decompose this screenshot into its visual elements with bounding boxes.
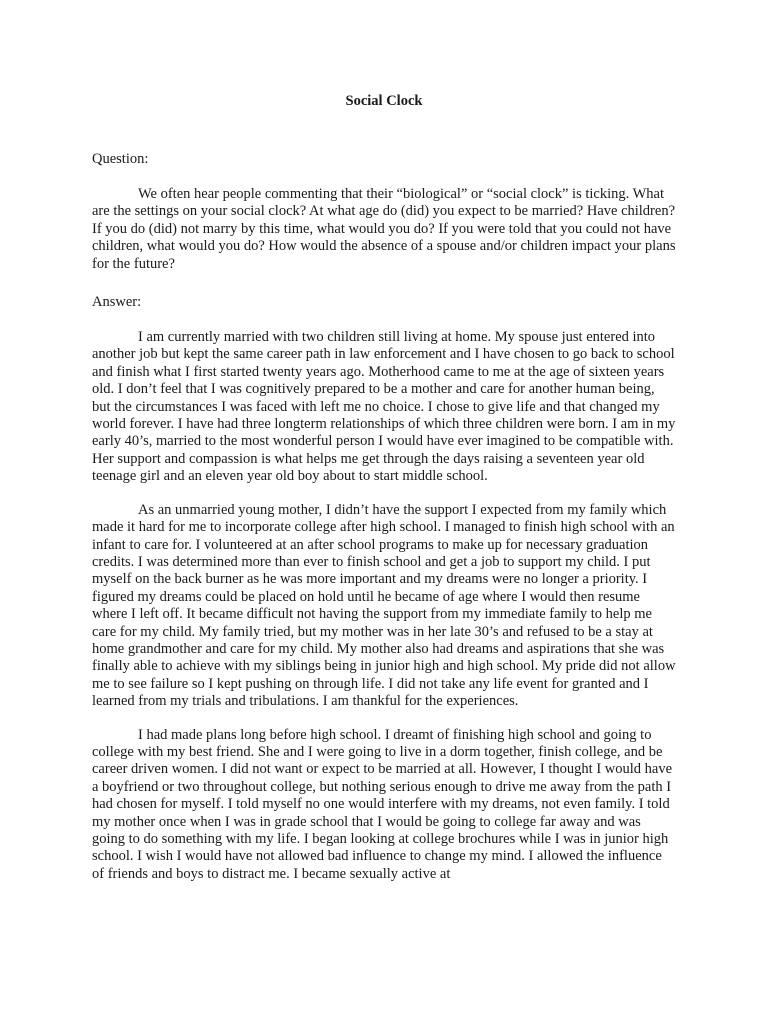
document-page [92,92,676,899]
answer-paragraph-3: I had made plans long before high school. I dreamt of finishing high school and going to college with my best friend. She and I were going to live in a dorm together, finish college, and be career driven women. I did not want or expect to be married at all. However, I thought I would have a boyfriend or two throughout college, but nothing serious enough to drive me away from the path I had chosen for myself. I told myself no one would interfere with my dreams, not even family. I told my mother once when I was in grade school that I would be going to college far away and was going to do something with my life. I began looking at college brochures while I was in junior high school. I wish I would have not allowed bad influence to change my mind. I allowed the influence of friends and boys to distract me. I became sexually active at [92,726,673,882]
answer-paragraph-1: I am currently married with two children still living at home. My spouse just entered into another job but kept the same career path in law enforcement and I have chosen to go back to school and finish what I first started twenty years ago. Motherhood came to me at the age of sixteen years old. I don’t feel that I was cognitively prepared to be a mother and care for another human being, but the circumstances I was faced with left me no choice. I chose to give life and that changed my world forever. I have had three longterm relationships of which three children were born. I am in my early 40’s, married to the most wonderful person I would have ever imagined to be compatible with. Her support and compassion is what helps me get through the days raising a seventeen year old teenage girl and an eleven year old boy about to start middle school. [92,329,676,485]
answer-label: Answer: [92,294,142,311]
question-label: Question: [92,151,149,167]
document-title: Social Clock [345,93,423,109]
question-paragraph: We often hear people commenting that their “biological” or “social clock” is ticking. What are the settings on your social clock? At what age do (did) you expect to be married? Have children? If you do (did) not marry by this time, what would you do? If you were told that you could not have children, what would you do? How would the absence of a spouse and/or children impact your plans for the future? [92,186,676,272]
answer-paragraph-2: As an unmarried young mother, I didn’t have the support I expected from my family which made it hard for me to incorporate college after high school. I managed to finish high school with an infant to care for. I volunteered at an after school programs to make up for necessary graduation credits. I was determined more than ever to finish school and get a job to support my child. I put myself on the back burner as he was more important and my dreams were no longer a priority. I figured my dreams could be placed on hold until he became of age where I would then resume where I left off. It became difficult not having the support from my immediate family to help me care for my child. My family tried, but my mother was in her late 30’s and refused to be a stay at home grandmother and care for my child. My mother also had dreams and aspirations that she was finally able to achieve with my siblings being in junior high and high school. My pride did not allow me to see failure so I kept pushing on through life. I did not take any life event for granted and I learned from my trials and tribulations. I am thankful for the experiences. [92,501,676,710]
